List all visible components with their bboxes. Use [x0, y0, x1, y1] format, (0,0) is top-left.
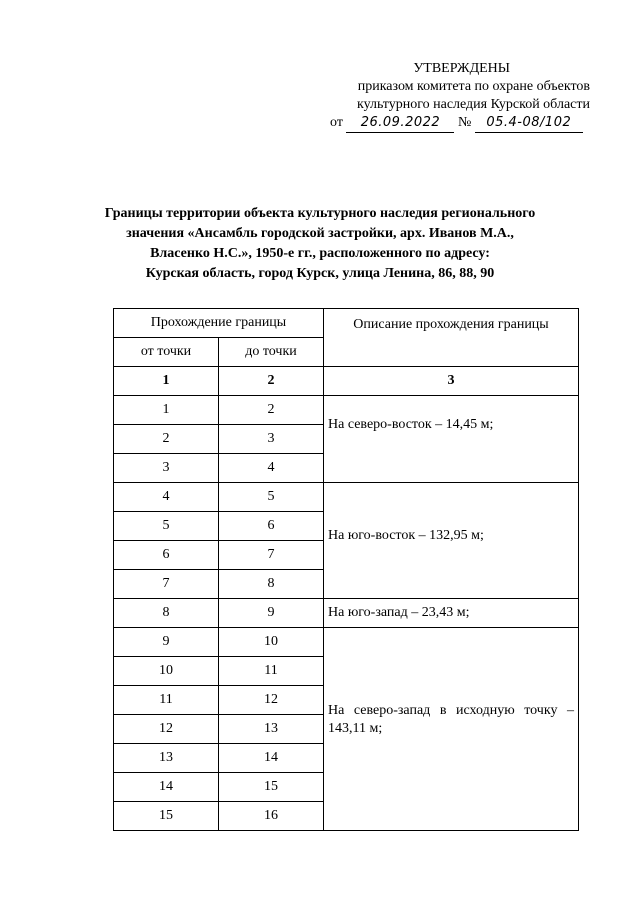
- heading-line-3: Власенко Н.С.», 1950-е гг., расположенного по адресу:: [150, 246, 490, 261]
- from-point: 14: [114, 773, 219, 802]
- from-point: 12: [114, 715, 219, 744]
- to-point: 12: [219, 686, 324, 715]
- to-point: 11: [219, 657, 324, 686]
- heading-line-2: значения «Ансамбль городской застройки, арх. Иванов М.А.,: [126, 226, 514, 241]
- column-numbers-row: [114, 367, 579, 396]
- from-point: 8: [114, 599, 219, 628]
- to-point: 6: [219, 512, 324, 541]
- header-description: Описание прохождения границы: [324, 309, 579, 367]
- from-point: 1: [114, 396, 219, 425]
- table-row: [114, 483, 579, 512]
- header-boundary-passage: Прохождение границы: [114, 309, 324, 338]
- approval-line-1: приказом комитета по охране объектов: [357, 79, 590, 94]
- to-point: 16: [219, 802, 324, 831]
- table-row: [114, 396, 579, 425]
- from-point: 2: [114, 425, 219, 454]
- handwritten-date: 26.09.2022: [346, 114, 454, 133]
- from-point: 3: [114, 454, 219, 483]
- from-point: 6: [114, 541, 219, 570]
- number-label: №: [457, 115, 472, 130]
- from-point: 7: [114, 570, 219, 599]
- to-point: 3: [219, 425, 324, 454]
- from-point: 15: [114, 802, 219, 831]
- approval-line-2: культурного наследия Курской области: [356, 97, 590, 112]
- heading-line-4: Курская область, город Курск, улица Ленина, 86, 88, 90: [145, 266, 495, 281]
- heading-line-1: Границы территории объекта культурного наследия регионального: [104, 206, 536, 221]
- boundary-table: [113, 308, 579, 831]
- to-point: 14: [219, 744, 324, 773]
- description-southwest: На юго-запад – 23,43 м;: [324, 599, 579, 628]
- from-point: 10: [114, 657, 219, 686]
- approval-block: [330, 60, 590, 114]
- to-point: 13: [219, 715, 324, 744]
- to-point: 15: [219, 773, 324, 802]
- document-heading: [80, 204, 560, 284]
- to-point: 2: [219, 396, 324, 425]
- description-northeast: На северо-восток – 14,45 м;: [324, 396, 579, 483]
- to-point: 9: [219, 599, 324, 628]
- to-point: 10: [219, 628, 324, 657]
- to-point: 5: [219, 483, 324, 512]
- from-point: 11: [114, 686, 219, 715]
- handwritten-number: 05.4-08/102: [475, 114, 583, 133]
- description-northwest: На северо-запад в исходную точку – 143,11 м;: [324, 628, 579, 831]
- col-num-2: 2: [219, 367, 324, 396]
- table-row: [114, 599, 579, 628]
- col-num-3: 3: [324, 367, 579, 396]
- from-point: 5: [114, 512, 219, 541]
- col-num-1: 1: [114, 367, 219, 396]
- from-point: 9: [114, 628, 219, 657]
- to-point: 4: [219, 454, 324, 483]
- header-from-point: от точки: [114, 338, 219, 367]
- from-label: от: [330, 115, 343, 130]
- to-point: 7: [219, 541, 324, 570]
- from-point: 13: [114, 744, 219, 773]
- from-point: 4: [114, 483, 219, 512]
- to-point: 8: [219, 570, 324, 599]
- description-southeast: На юго-восток – 132,95 м;: [324, 483, 579, 599]
- approval-title: УТВЕРЖДЕНЫ: [413, 61, 510, 76]
- header-to-point: до точки: [219, 338, 324, 367]
- order-line: [330, 114, 583, 133]
- table-row: [114, 628, 579, 657]
